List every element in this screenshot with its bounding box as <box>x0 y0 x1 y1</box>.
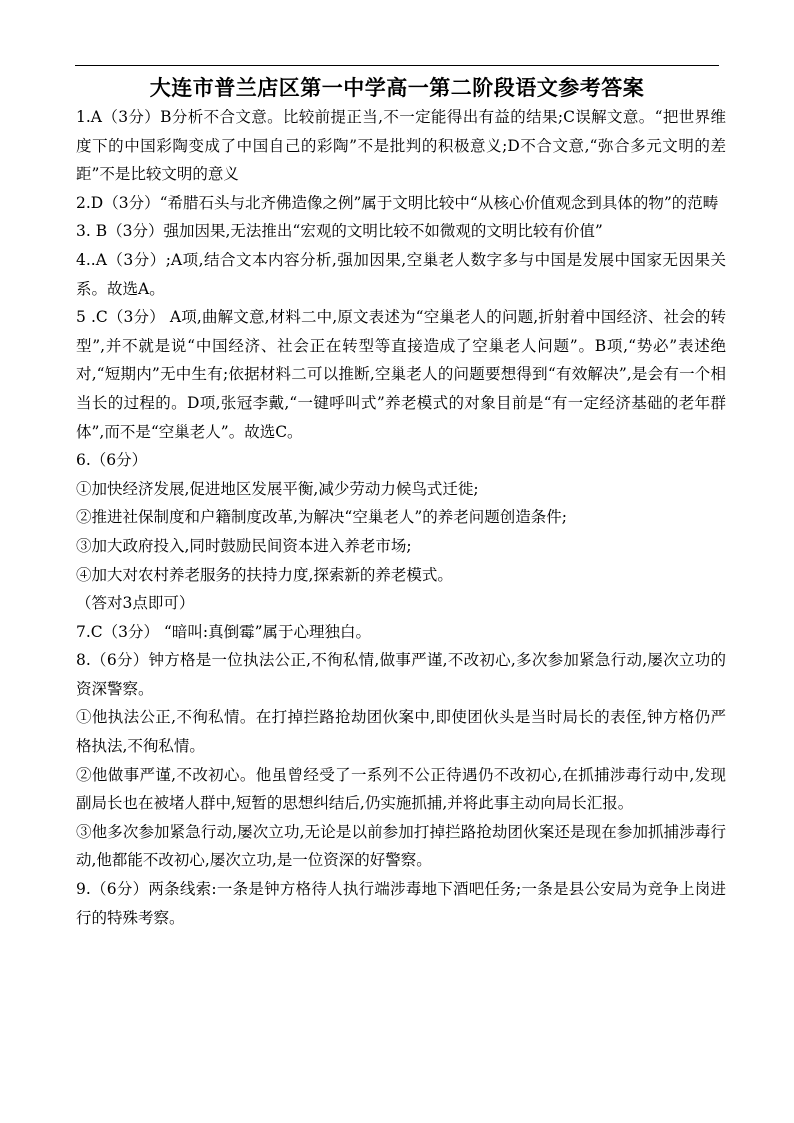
answer-4: 4..A（3分）;A项,结合文本内容分析,强加因果,空巢老人数字多与中国是发展中国家无因果关系。故选A。 <box>76 250 726 298</box>
answer-5: 5 .C（3分） A项,曲解文意,材料二中,原文表述为“空巢老人的问题,折射着中国经济、社会的转型”,并不就是说“中国经济、社会正在转型等直接造成了空巢老人问题”。B项,“势必”表述绝对,“短期内”无中生有;依据材料二可以推断,空巢老人的问题要想得到“有效解决”,是会有一个相当长的过程的。D项,张冠李戴,“一键呼叫式”养老模式的对象目前是“有一定经济基础的老年群体”,而不是“空巢老人”。故选C。 <box>76 308 726 441</box>
header-rule <box>75 65 719 66</box>
answer-8-point-1: ①他执法公正,不徇私情。在打掉拦路抢劫团伙案中,即使团伙头是当时局长的表侄,钟方格仍严格执法,不徇私情。 <box>76 708 726 756</box>
answer-6-note: （答对3点即可） <box>76 594 195 613</box>
answer-8: 8.（6分）钟方格是一位执法公正,不徇私情,做事严谨,不改初心,多次参加紧急行动,屡次立功的资深警察。 <box>76 651 726 698</box>
answer-6-point-2: ②推进社保制度和户籍制度改革,为解决“空巢老人”的养老问题创造条件; <box>76 508 567 527</box>
answer-2: 2.D（3分）“希腊石头与北齐佛造像之例”属于文明比较中“从核心价值观念到具体的物”的范畴 <box>76 193 719 212</box>
answer-6-heading: 6.（6分） <box>76 451 148 470</box>
answer-1: 1.A（3分）B分析不合文意。比较前提正当,不一定能得出有益的结果;C误解文意。“把世界维度下的中国彩陶变成了中国自己的彩陶”不是批判的积极意义;D不合文意,“弥合多元文明的差距”不是比较文明的意义 <box>76 108 726 184</box>
answer-8-point-2: ②他做事严谨,不改初心。他虽曾经受了一系列不公正待遇仍不改初心,在抓捕涉毒行动中,发现副局长也在被堵人群中,短暂的思想纠结后,仍实施抓捕,并将此事主动向局长汇报。 <box>76 765 726 813</box>
answer-6-point-3: ③加大政府投入,同时鼓励民间资本进入养老市场; <box>76 536 412 555</box>
answer-9: 9.（6分）两条线索:一条是钟方格待人执行端涉毒地下酒吧任务;一条是县公安局为竞争上岗进行的特殊考察。 <box>76 880 726 927</box>
document-title: 大连市普兰店区第一中学高一第二阶段语文参考答案 <box>149 75 645 100</box>
answer-6-point-4: ④加大对农村养老服务的扶持力度,探索新的养老模式。 <box>76 565 453 584</box>
answer-7: 7.C（3分） “暗叫:真倒霉”属于心理独白。 <box>76 622 372 641</box>
answer-6-point-1: ①加快经济发展,促进地区发展平衡,减少劳动力候鸟式迁徙; <box>76 479 479 498</box>
answer-8-point-3: ③他多次参加紧急行动,屡次立功,无论是以前参加打掉拦路抢劫团伙案还是现在参加抓捕涉毒行动,他都能不改初心,屡次立功,是一位资深的好警察。 <box>76 822 726 870</box>
answer-content <box>76 103 726 932</box>
answer-3: 3. B（3分）强加因果,无法推出“宏观的文明比较不如微观的文明比较有价值” <box>76 222 603 241</box>
